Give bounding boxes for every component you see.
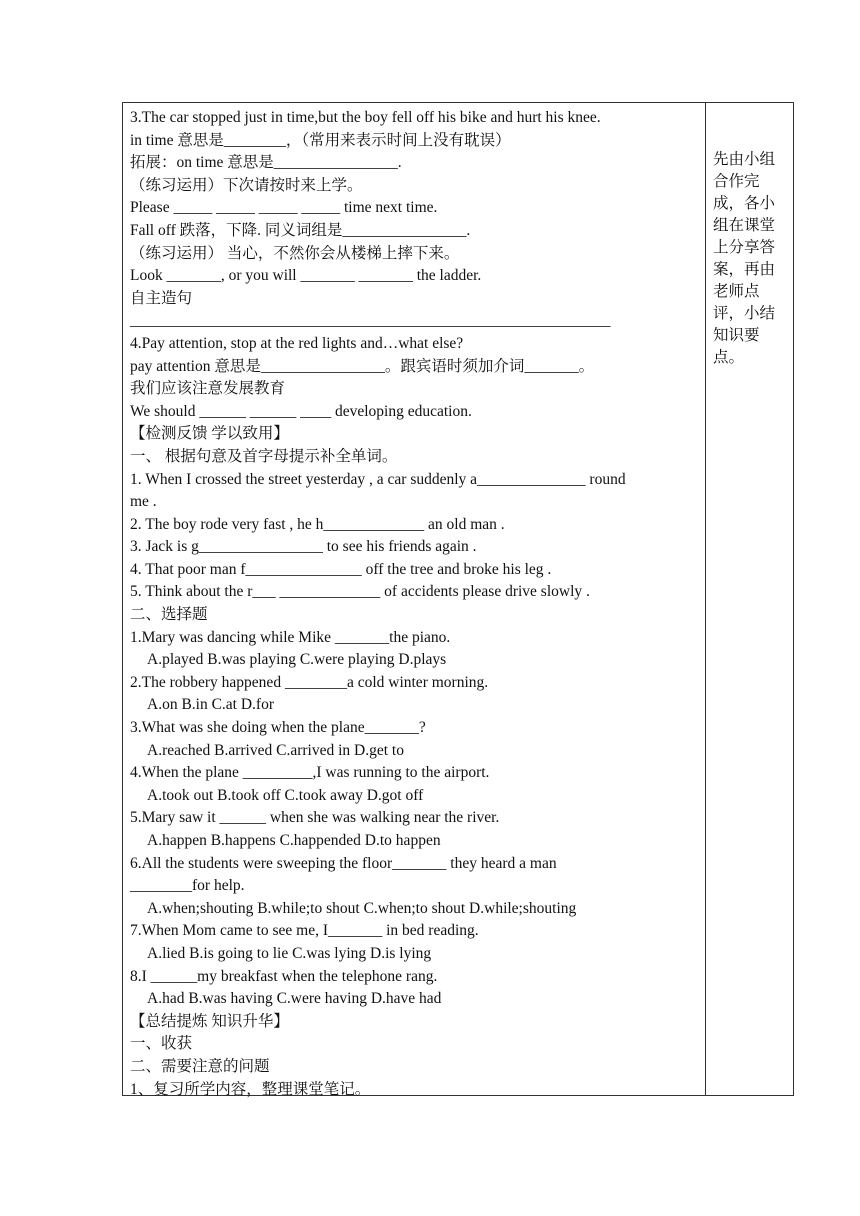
text-line: 二、选择题 (130, 606, 208, 624)
text-line: 3.What was she doing when the plane_______? (130, 719, 426, 737)
text-line: 5.Mary saw it ______ when she was walking near the river. (130, 809, 500, 827)
text-line: A.happen B.happens C.happended D.to happen (147, 832, 441, 849)
text-line: 3.The car stopped just in time,but the boy fell off his bike and hurt his knee. (130, 109, 601, 126)
text-line: 4.Pay attention, stop at the red lights and…what else? (130, 334, 464, 352)
teacher-note: 先由小组合作完成，各小组在课堂上分享答案，再由老师点评，小结知识要点。 (713, 151, 776, 366)
text-line: 自主造句 (130, 289, 193, 307)
text-line: A.when;shouting B.while;to shout C.when;to shout D.while;shouting (147, 899, 577, 917)
text-line: A.had B.was having C.were having D.have had (147, 990, 442, 1008)
text-line: 一、 根据句意及首字母提示补全单词。 (130, 447, 398, 465)
text-line: 1.Mary was dancing while Mike _______the piano. (130, 628, 451, 646)
text-line: 拓展：on time 意思是________________. (130, 154, 402, 172)
text-line: We should ______ ______ ____ developing education. (130, 402, 472, 420)
exercise-column (130, 107, 702, 1101)
text-line: in time 意思是________，（常用来表示时间上没有耽误） (130, 131, 511, 149)
text-line: A.took out B.took off C.took away D.got off (147, 786, 424, 804)
column-divider (705, 103, 706, 1095)
text-line: Please _____ _____ _____ _____ time next time. (130, 199, 438, 217)
text-line: pay attention 意思是________________。跟宾语时须加介词_______。 (130, 357, 595, 375)
text-line: 一、收获 (130, 1035, 193, 1053)
text-line: A.reached B.arrived C.arrived in D.get to (147, 741, 404, 759)
text-line: 5. Think about the r___ _____________ of accidents please drive slowly . (130, 583, 590, 601)
text-line: 8.I ______my breakfast when the telephone rang. (130, 967, 438, 985)
text-line: 我们应该注意发展教育 (130, 380, 286, 398)
text-line: 4.When the plane _________,I was running to the airport. (130, 764, 490, 782)
text-line: 1. When I crossed the street yesterday , a car suddenly a______________ round (130, 470, 626, 488)
text-line: ______________________________________________________________ (130, 312, 611, 330)
text-line: 4. That poor man f_______________ off the tree and broke his leg . (130, 560, 552, 578)
text-line: 2. The boy rode very fast , he h_____________ an old man . (130, 515, 505, 533)
text-line: 7.When Mom came to see me, I_______ in bed reading. (130, 922, 479, 940)
text-line: 3. Jack is g________________ to see his friends again . (130, 538, 477, 556)
text-line: A.on B.in C.at D.for (147, 696, 275, 714)
text-line: 2.The robbery happened ________a cold winter morning. (130, 673, 489, 691)
text-line: （练习运用）下次请按时来上学。 (130, 176, 363, 194)
text-line: Look _______, or you will _______ _______ the ladder. (130, 267, 482, 285)
text-line: 二、需要注意的问题 (130, 1057, 270, 1075)
text-line: me . (130, 493, 157, 511)
text-line: 1、复习所学内容，整理课堂笔记。 (130, 1080, 371, 1098)
text-line: A.played B.was playing C.were playing D.plays (147, 651, 447, 669)
text-line: 【总结提炼 知识升华】 (130, 1012, 289, 1030)
worksheet-table (122, 102, 794, 1096)
text-line: ________for help. (130, 877, 245, 895)
text-line: Fall off 跌落，下降. 同义词组是________________. (130, 221, 471, 239)
text-line: 【检测反馈 学以致用】 (130, 425, 289, 443)
text-line: （练习运用） 当心，不然你会从楼梯上摔下来。 (130, 244, 460, 262)
text-line: 6.All the students were sweeping the floor_______ they heard a man (130, 854, 557, 872)
text-line: A.lied B.is going to lie C.was lying D.is lying (147, 944, 432, 962)
